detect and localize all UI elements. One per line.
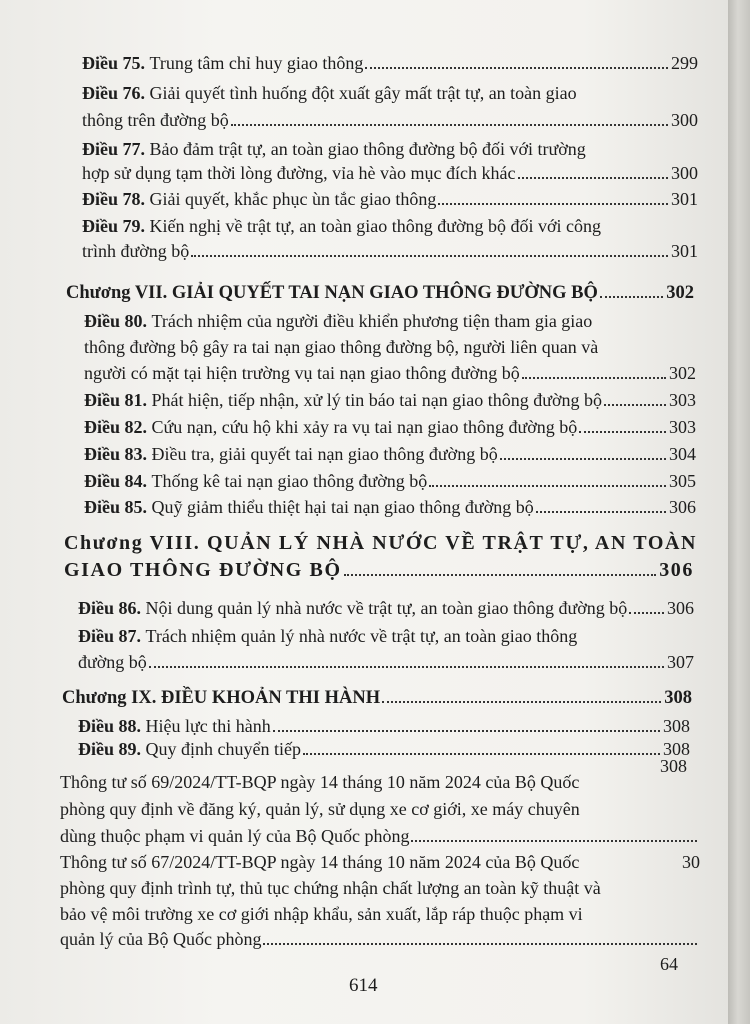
dot-leader (579, 413, 666, 433)
toc-entry-80-cont2 (84, 358, 696, 388)
entry-number: Điều 88. (78, 716, 141, 736)
dot-leader (344, 556, 657, 576)
entry-title: Phát hiện, tiếp nhận, xử lý tin báo tai nạn giao thông đường bộ (151, 390, 602, 410)
page-ref: 300 (671, 110, 698, 130)
toc-entry-76-cont (82, 105, 698, 135)
chapter-9-heading (62, 683, 692, 713)
dot-leader (149, 648, 664, 668)
entry-title: Giải quyết tình huống đột xuất gây mất trật tự, an toàn giao (149, 83, 577, 103)
dot-leader (500, 440, 666, 460)
entry-title: Thống kê tai nạn giao thông đường bộ (151, 471, 428, 491)
page-ref: 303 (669, 390, 696, 410)
dot-leader (429, 467, 666, 487)
page-ref: 308 (663, 716, 690, 736)
toc-entry-86 (78, 593, 694, 623)
toc-entry-85 (84, 492, 696, 522)
page-ref: 306 (659, 559, 694, 581)
entry-title-cont: thông trên đường bộ (82, 110, 229, 130)
entry-title: Bảo đảm trật tự, an toàn giao thông đường bộ đối với trường (149, 139, 586, 159)
entry-number: Điều 77. (82, 139, 145, 159)
page-ref: 64 (660, 954, 678, 974)
entry-number: Điều 85. (84, 497, 147, 517)
entry-title-cont: trình đường bộ (82, 241, 190, 261)
dot-leader (273, 712, 660, 732)
page-ref: 307 (667, 652, 694, 672)
entry-number: Điều 76. (82, 83, 145, 103)
toc-entry-76 (82, 78, 698, 108)
page-ref: 306 (669, 497, 696, 517)
dot-leader (411, 822, 697, 842)
page-ref: 301 (671, 241, 698, 261)
entry-number: Điều 87. (78, 626, 141, 646)
entry-number: Điều 79. (82, 216, 145, 236)
spacer (581, 850, 679, 868)
page-ref: 300 (671, 163, 698, 183)
circular-text: Thông tư số 67/2024/TT-BQP ngày 14 tháng 10 năm 2024 của Bộ Quốc (60, 852, 580, 872)
dot-leader (522, 359, 666, 379)
chapter-title: Chương VII. GIẢI QUYẾT TAI NẠN GIAO THÔNG ĐƯỜNG BỘ (66, 283, 598, 303)
page-ref: 30 (682, 852, 700, 872)
dot-leader (231, 106, 668, 126)
toc-entry-79-cont (82, 236, 698, 266)
entry-title: Trách nhiệm quản lý nhà nước về trật tự, an toàn giao thông (145, 626, 578, 646)
chapter-8-heading (64, 528, 698, 558)
entry-number: Điều 82. (84, 417, 147, 437)
page-ref: 302 (669, 363, 696, 383)
entry-title: Quy định chuyển tiếp (145, 739, 301, 759)
entry-number: Điều 81. (84, 390, 147, 410)
dot-leader (263, 925, 697, 945)
dot-leader (303, 735, 660, 755)
page-ref: 302 (666, 283, 694, 303)
entry-title: Nội dung quản lý nhà nước về trật tự, an toàn giao thông đường bộ (145, 598, 628, 618)
circular-text: phòng quy định về đăng ký, quản lý, sử dụng xe cơ giới, xe máy chuyên (60, 799, 580, 819)
circular-69-line-2 (60, 794, 700, 824)
entry-number: Điều 75. (82, 53, 145, 73)
dot-leader (191, 237, 668, 257)
entry-title: Trung tâm chỉ huy giao thông (149, 53, 364, 73)
circular-text: bảo vệ môi trường xe cơ giới nhập khẩu, sản xuất, lắp ráp thuộc phạm vi (60, 904, 583, 924)
page-ref: 306 (667, 598, 694, 618)
chapter-title: Chương VIII. QUẢN LÝ NHÀ NƯỚC VỀ TRẬT TỰ, AN TOÀN (64, 532, 698, 554)
chapter-7-heading (66, 278, 694, 308)
entry-title: Kiến nghị về trật tự, an toàn giao thông đường bộ đối với công (149, 216, 601, 236)
page-ref: 301 (671, 189, 698, 209)
toc-entry-81 (84, 385, 696, 415)
circular-text: quản lý của Bộ Quốc phòng (60, 929, 262, 949)
dot-leader (629, 594, 664, 614)
page-ref: 299 (671, 53, 698, 73)
dot-leader (438, 185, 668, 205)
dot-leader (600, 278, 663, 298)
toc-entry-78 (82, 184, 698, 214)
dot-leader (365, 49, 668, 69)
page-ref-row (660, 949, 700, 979)
page-ref: 308 (663, 739, 690, 759)
page-ref: 308 (664, 688, 692, 708)
dot-leader (604, 386, 666, 406)
dot-leader (536, 493, 666, 513)
entry-number: Điều 86. (78, 598, 141, 618)
page-ref: 305 (669, 471, 696, 491)
entry-number: Điều 89. (78, 739, 141, 759)
circular-text: dùng thuộc phạm vi quản lý của Bộ Quốc phòng (60, 826, 410, 846)
chapter-title-cont: GIAO THÔNG ĐƯỜNG BỘ (64, 559, 342, 581)
entry-number: Điều 83. (84, 444, 147, 464)
entry-title: Hiệu lực thi hành (145, 716, 271, 736)
toc-entry-89 (78, 734, 690, 764)
dot-leader (518, 159, 669, 179)
toc-entry-87-cont (78, 647, 694, 677)
toc-entry-83 (84, 439, 696, 469)
entry-title-cont: thông đường bộ gây ra tai nạn giao thông đường bộ, người liên quan và (84, 337, 599, 357)
page-number: 614 (349, 975, 378, 996)
entry-title: Quỹ giảm thiểu thiệt hại tai nạn giao thông đường bộ (151, 497, 534, 517)
circular-text: phòng quy định trình tự, thủ tục chứng nhận chất lượng an toàn kỹ thuật và (60, 878, 601, 898)
toc-entry-75 (82, 48, 698, 78)
entry-title: Cứu nạn, cứu hộ khi xảy ra vụ tai nạn giao thông đường bộ (151, 417, 578, 437)
dot-leader (382, 683, 661, 703)
entry-number: Điều 78. (82, 189, 145, 209)
entry-title-cont: người có mặt tại hiện trường vụ tai nạn giao thông đường bộ (84, 363, 520, 383)
page-edge (728, 0, 750, 1024)
chapter-8-heading-cont (64, 555, 694, 585)
entry-title: Trách nhiệm của người điều khiển phương tiện tham gia giao (151, 311, 593, 331)
page-ref: 304 (669, 444, 696, 464)
entry-title: Điều tra, giải quyết tai nạn giao thông đường bộ (151, 444, 498, 464)
chapter-title: Chương IX. ĐIỀU KHOẢN THI HÀNH (62, 688, 381, 708)
circular-67-line-4 (60, 924, 700, 954)
entry-title-cont: đường bộ (78, 652, 147, 672)
toc-entry-82 (84, 412, 696, 442)
page-ref: 303 (669, 417, 696, 437)
entry-title-cont: hợp sử dụng tạm thời lòng đường, vỉa hè vào mục đích khác (82, 163, 516, 183)
page-ref: 308 (660, 756, 687, 776)
entry-title: Giải quyết, khắc phục ùn tắc giao thông (149, 189, 437, 209)
circular-69-line-1 (60, 767, 700, 797)
circular-text: Thông tư số 69/2024/TT-BQP ngày 14 tháng 10 năm 2024 của Bộ Quốc (60, 772, 580, 792)
entry-number: Điều 84. (84, 471, 147, 491)
entry-number: Điều 80. (84, 311, 147, 331)
